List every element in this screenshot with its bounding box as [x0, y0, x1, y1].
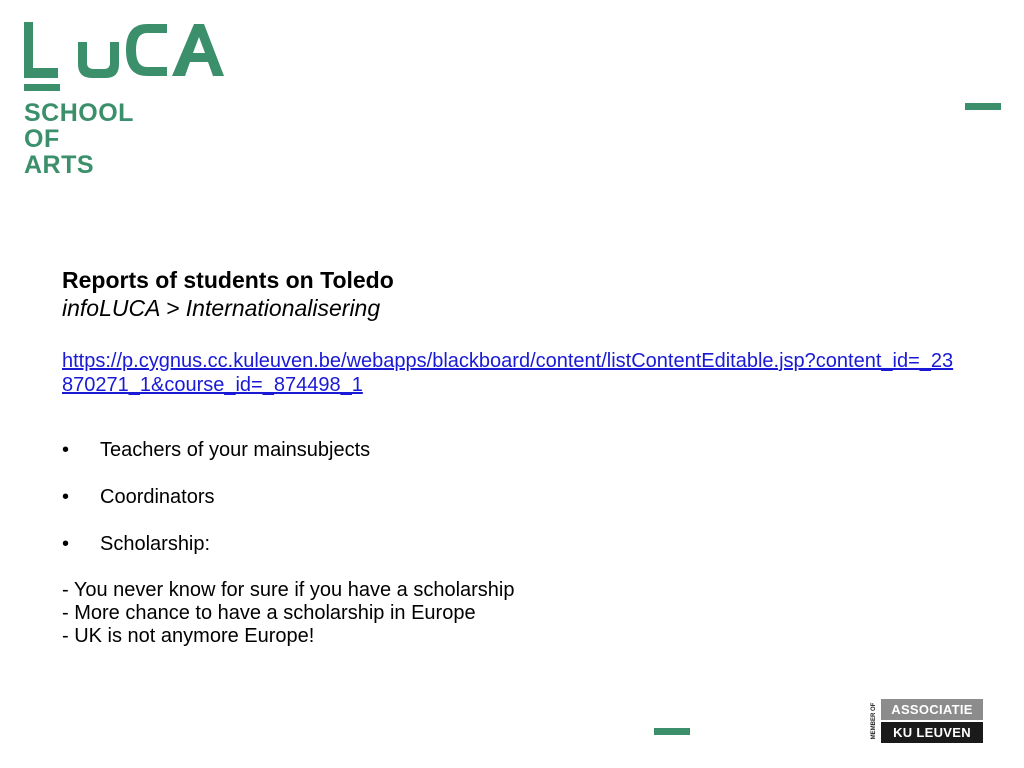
bullet-text: Scholarship:	[100, 533, 211, 555]
bullet-item-scholarship	[62, 532, 972, 556]
associatie-label: ASSOCIATIE	[881, 699, 983, 720]
logo-line-arts: ARTS	[24, 151, 95, 179]
bullet-item-coordinators	[62, 485, 972, 509]
ku-leuven-label: KU LEUVEN	[881, 722, 983, 743]
luca-logo-subtitle	[24, 100, 134, 178]
logo-line-school: SCHOOL	[24, 99, 134, 127]
bullet-list	[62, 438, 972, 556]
bullet-dot: •	[62, 533, 70, 555]
logo-line-of: OF	[24, 125, 60, 153]
bullet-dot: •	[62, 486, 70, 508]
bullet-text: Teachers of your mainsubjects	[100, 439, 371, 461]
slide-content	[62, 266, 972, 648]
note-line: - UK is not anymore Europe!	[62, 625, 315, 647]
bullet-dot: •	[62, 439, 70, 461]
bullet-item-teachers	[62, 438, 972, 462]
slide-subtitle: infoLUCA > Internationalisering	[62, 295, 381, 321]
note-line: - More chance to have a scholarship in Europe	[62, 602, 476, 624]
member-of-text: MEMBER OF	[871, 702, 877, 740]
associatie-ku-leuven-badge	[869, 699, 983, 743]
toledo-link[interactable]: https://p.cygnus.cc.kuleuven.be/webapps/blackboard/content/listContentEditable.jsp?content_id=_23870271_1&course_id=_874498_1	[62, 350, 954, 396]
accent-dash-bottom	[654, 728, 690, 735]
member-of-label	[869, 699, 879, 743]
scholarship-notes	[62, 579, 972, 648]
accent-dash-top-right	[965, 103, 1001, 110]
slide-title: Reports of students on Toledo	[62, 267, 394, 293]
bullet-text: Coordinators	[100, 486, 215, 508]
note-line: - You never know for sure if you have a scholarship	[62, 579, 515, 601]
luca-wordmark	[22, 18, 232, 98]
